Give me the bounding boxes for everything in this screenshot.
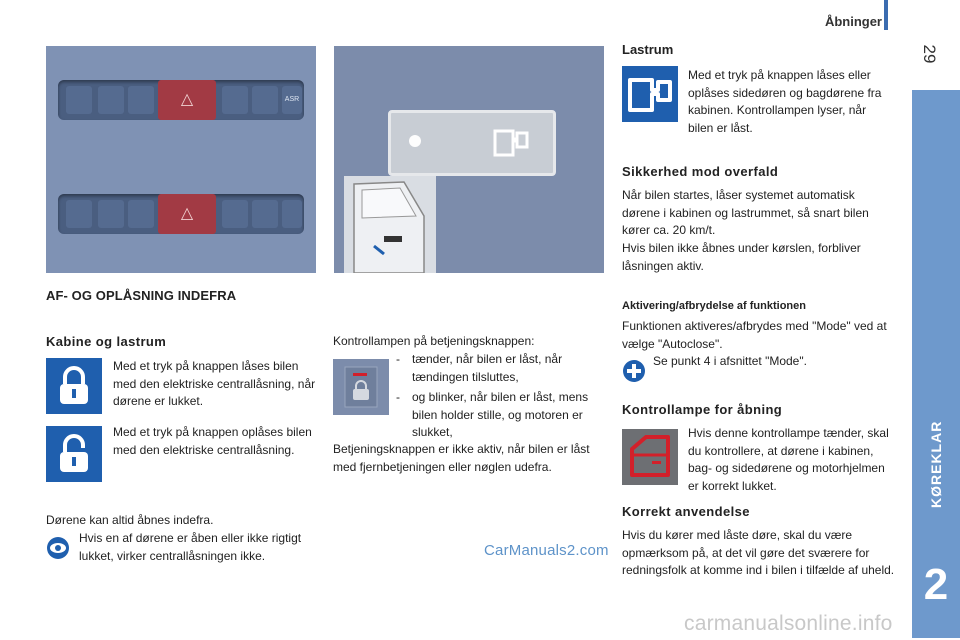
lastrum-text: Med et tryk på knappen låses eller oplåses sidedøren og bagdørene fra kabinen. Kontrollampen lyser, når bilen er låst. (688, 68, 882, 135)
watermark-carmanuals2: CarManuals2.com (484, 542, 609, 559)
kontrollampe-text: Hvis denne kontrollampe tænder, skal du kontrollere, at dørene i kabinen, bag- og sidedørene og motorhjelmen er korrekt lukket. (688, 426, 889, 493)
door-open-icon (622, 429, 678, 485)
cargo-lock-button-photo (334, 46, 604, 273)
header-accent-bar (884, 0, 888, 30)
plus-icon (623, 360, 645, 382)
bullet-dash: - (396, 390, 400, 404)
bullet-text: tænder, når bilen er låst, når tændingen tilsluttes, (412, 352, 563, 384)
panel-button (128, 86, 154, 114)
hazard-triangle-icon: △ (180, 205, 194, 222)
kontrol-intro: Kontrollampen på betjeningsknappen: (333, 334, 535, 348)
lock-button-lamp-icon (333, 359, 389, 415)
padlock-closed-icon (46, 358, 102, 414)
lock-text: Med et tryk på knappen låses bilen med den elektriske centrallåsning, når dørene er lukket. (113, 359, 316, 408)
indicator-lamp (409, 135, 421, 147)
sikkerhed-p2: Hvis bilen ikke åbnes under kørslen, forbliver låsningen aktiv. (622, 241, 861, 273)
unlock-text: Med et tryk på knappen oplåses bilen med den elektriske centrallåsning. (113, 425, 312, 457)
watermark-carmanualsonline: carmanualsonline.info (684, 612, 893, 635)
cargo-lock-button (388, 110, 556, 176)
padlock-open-icon (46, 426, 102, 482)
button-panel-row-2 (58, 194, 304, 234)
aktivering-note: Se punkt 4 i afsnittet "Mode". (653, 354, 807, 368)
cargo-door-icon (622, 66, 678, 122)
chapter-label: KØREKLAR (928, 420, 944, 508)
note-text: Hvis en af dørene er åben eller ikke rigtigt lukket, virker centrallåsningen ikke. (79, 531, 302, 563)
panel-button (66, 200, 92, 228)
kontrol-bullet (396, 351, 596, 386)
hazard-button (158, 80, 216, 120)
korrekt-text: Hvis du kører med låste døre, skal du være opmærksom på, at det vil gøre det sværere for redningsfolk at komme ind i bilen i tilfælde af uheld. (622, 528, 895, 577)
button-panel-row-1 (58, 80, 304, 120)
panel-button (98, 86, 124, 114)
kontrol-bullet (396, 389, 596, 442)
page-number: 29 (920, 44, 939, 64)
panel-button (128, 200, 154, 228)
chapter-number: 2 (923, 560, 949, 609)
hazard-button (158, 194, 216, 234)
asr-panel-button: ASR (282, 86, 302, 114)
kabine-heading: Kabine og lastrum (46, 334, 167, 349)
lock-panel-button (222, 200, 248, 228)
aktivering-p1: Funktionen aktiveres/afbrydes med "Mode" ved at vælge "Autoclose". (622, 319, 887, 351)
cargo-door-icon (491, 125, 533, 161)
cargo-panel-button (282, 200, 302, 228)
dashboard-buttons-photo (46, 46, 316, 273)
kontrollampe-heading: Kontrollampe for åbning (622, 402, 783, 417)
kontrol-outro: Betjeningsknappen er ikke aktiv, når bilen er låst med fjernbetjeningen eller nøglen udefra. (333, 442, 590, 474)
panel-button (66, 86, 92, 114)
bullet-dash: - (396, 352, 400, 366)
bullet-text: og blinker, når bilen er låst, mens bilen holder stille, og motoren er slukket, (412, 390, 589, 439)
running-header-title: Åbninger (824, 14, 882, 29)
aktivering-heading: Aktivering/afbrydelse af funktionen (622, 300, 806, 312)
lock-panel-button (222, 86, 248, 114)
unlock-panel-button (252, 86, 278, 114)
unlock-panel-button (252, 200, 278, 228)
chapter-side-band (912, 90, 960, 638)
hazard-triangle-icon: △ (180, 91, 194, 108)
panel-button (98, 200, 124, 228)
sikkerhed-p1: Når bilen startes, låser systemet automatisk dørene i kabinen og lastrummet, så snart bilen kører ca. 20 km/t. (622, 188, 869, 237)
doors-text: Dørene kan altid åbnes indefra. (46, 513, 214, 527)
van-door-inset (344, 176, 436, 273)
sikkerhed-heading: Sikkerhed mod overfald (622, 164, 779, 179)
kontrol-bullet-list (396, 351, 596, 442)
lastrum-heading: Lastrum (622, 42, 674, 57)
eye-icon (47, 537, 69, 559)
korrekt-heading: Korrekt anvendelse (622, 504, 750, 519)
section-title: AF- OG OPLÅSNING INDEFRA (46, 288, 237, 303)
